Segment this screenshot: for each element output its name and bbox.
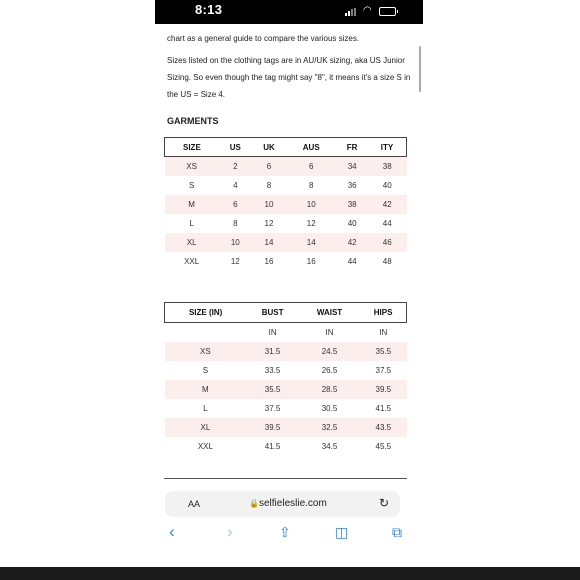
- measurements-table: [164, 302, 407, 456]
- battery-icon: [379, 7, 396, 16]
- table-row: [165, 157, 407, 177]
- table-cell: XXL: [184, 257, 200, 266]
- table-row: [165, 342, 407, 361]
- unit-cell: [165, 323, 247, 343]
- table-cell: S: [202, 366, 209, 375]
- table-cell: 10: [286, 195, 336, 214]
- table-cell: 39.5: [360, 380, 406, 399]
- table-row: [165, 195, 407, 214]
- table-cell: 14: [286, 233, 336, 252]
- table-cell: 33.5: [264, 366, 281, 375]
- table-cell: 31.5: [246, 342, 299, 361]
- table-cell: 8: [233, 219, 238, 228]
- table-cell: 16: [264, 257, 274, 266]
- table-cell: 44: [382, 219, 392, 228]
- table-cell: 43.5: [360, 418, 406, 437]
- table-row: [165, 399, 407, 418]
- table-cell: 40: [382, 181, 392, 190]
- table-cell: M: [165, 380, 247, 399]
- status-time: 8:13: [195, 2, 223, 17]
- table-cell: 10: [219, 233, 252, 252]
- sizing-note: Sizes listed on the clothing tags are in AU/UK sizing, aka US Junior Sizing. So even though the tag might say "8", it means it's a size S in the US = Size 4.: [167, 56, 411, 99]
- table-cell: 40: [347, 219, 357, 228]
- tabs-icon[interactable]: ⧉: [392, 524, 402, 540]
- reader-options-button[interactable]: AA: [188, 499, 201, 509]
- reload-icon[interactable]: ↻: [379, 496, 390, 510]
- table-row: [165, 252, 407, 271]
- table-cell: 45.5: [375, 442, 392, 451]
- column-header: HIPS: [360, 303, 406, 323]
- table-cell: 37.5: [375, 366, 392, 375]
- table-cell: 42: [368, 195, 407, 214]
- table-cell: 24.5: [299, 342, 360, 361]
- table-cell: XL: [165, 418, 247, 437]
- table-cell: 28.5: [299, 380, 360, 399]
- table-cell: 44: [347, 257, 357, 266]
- table-cell: 6: [252, 157, 286, 177]
- table-cell: XXL: [197, 442, 213, 451]
- address-bar[interactable]: [165, 491, 400, 517]
- garments-heading: GARMENTS: [167, 116, 219, 126]
- column-header: ITY: [368, 138, 407, 157]
- table-cell: 37.5: [264, 404, 281, 413]
- table-row: [165, 380, 407, 399]
- table-cell: 26.5: [321, 366, 338, 375]
- table-row: [165, 418, 407, 437]
- table-row: [165, 176, 407, 195]
- table-cell: 38: [368, 157, 407, 177]
- column-header: AUS: [286, 138, 336, 157]
- table-cell: 36: [347, 181, 357, 190]
- table-cell: 32.5: [299, 418, 360, 437]
- left-margin: [0, 0, 155, 580]
- table-cell: 46: [368, 233, 407, 252]
- table-cell: 6: [219, 195, 252, 214]
- table-row: [165, 214, 407, 233]
- table-cell: 2: [219, 157, 252, 177]
- wifi-icon: ◠: [363, 5, 372, 16]
- intro-text: chart as a general guide to compare the various sizes.: [167, 34, 360, 43]
- table-row: [165, 437, 407, 456]
- table-cell: L: [189, 219, 194, 228]
- table-cell: 41.5: [264, 442, 281, 451]
- table-cell: S: [188, 181, 195, 190]
- table-cell: XS: [165, 157, 219, 177]
- unit-cell: IN: [379, 328, 388, 337]
- unit-cell: IN: [325, 328, 334, 337]
- table-cell: 34.5: [321, 442, 338, 451]
- table-header-row: [165, 138, 407, 157]
- table-cell: 8: [308, 181, 314, 190]
- column-header: UK: [252, 138, 286, 157]
- table-cell: 10: [252, 195, 286, 214]
- share-icon[interactable]: ⇪: [279, 524, 291, 540]
- forward-icon[interactable]: ›: [227, 522, 233, 541]
- column-header: BUST: [246, 303, 299, 323]
- column-header: SIZE: [165, 138, 219, 157]
- bottom-frame: [0, 567, 580, 580]
- back-icon[interactable]: ‹: [169, 522, 175, 541]
- garments-size-table: [164, 137, 407, 271]
- table-cell: 8: [266, 181, 272, 190]
- table-header-row: [165, 303, 407, 323]
- table-cell: 42: [336, 233, 368, 252]
- table-cell: 30.5: [321, 404, 338, 413]
- cellular-signal-icon: [345, 8, 359, 16]
- scrollbar[interactable]: [419, 46, 421, 92]
- unit-cell: IN: [268, 328, 277, 337]
- table-cell: 4: [233, 181, 238, 190]
- table-cell: 12: [264, 219, 274, 228]
- table-cell: 34: [336, 157, 368, 177]
- bookmarks-icon[interactable]: ◫: [335, 524, 349, 540]
- table-cell: XS: [165, 342, 247, 361]
- table-row: [165, 361, 407, 380]
- column-header: SIZE (IN): [165, 303, 247, 323]
- table-cell: 48: [382, 257, 392, 266]
- url-text[interactable]: selfieleslie.com: [259, 498, 327, 509]
- table-cell: M: [165, 195, 219, 214]
- table-cell: 16: [306, 257, 316, 266]
- column-header: FR: [336, 138, 368, 157]
- table-cell: 41.5: [375, 404, 392, 413]
- table-cell: L: [203, 404, 208, 413]
- table-cell: 14: [252, 233, 286, 252]
- table-cell: 35.5: [246, 380, 299, 399]
- table-cell: 12: [306, 219, 316, 228]
- column-header: US: [219, 138, 252, 157]
- table-cell: 12: [230, 257, 240, 266]
- lock-icon: 🔒: [249, 499, 259, 508]
- next-table-edge: [164, 478, 407, 485]
- table-cell: XL: [165, 233, 219, 252]
- column-header: WAIST: [299, 303, 360, 323]
- table-cell: 35.5: [360, 342, 406, 361]
- table-row: [165, 233, 407, 252]
- units-row: [165, 323, 407, 343]
- table-cell: 6: [286, 157, 336, 177]
- browser-toolbar: [155, 520, 423, 550]
- table-cell: 39.5: [246, 418, 299, 437]
- table-cell: 38: [336, 195, 368, 214]
- status-bar: [155, 0, 423, 24]
